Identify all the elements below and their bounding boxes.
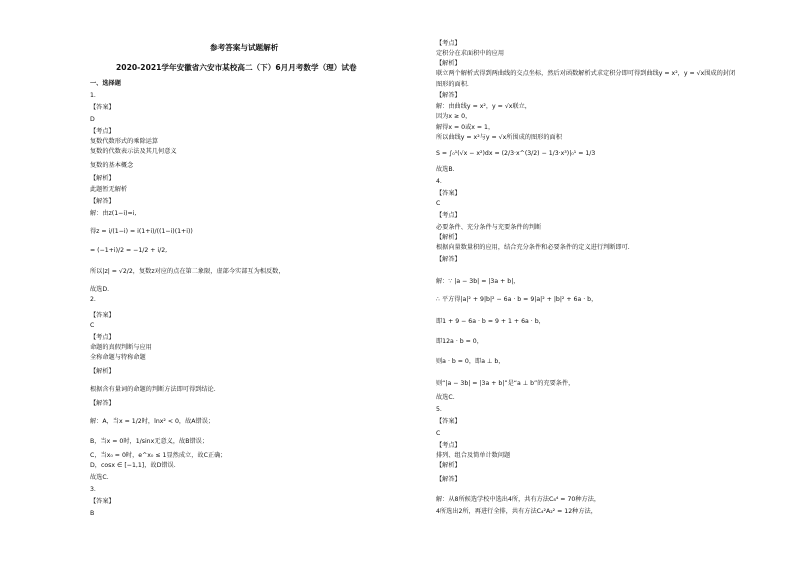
answer-line: 则“|a − 3b| = |3a + b|”是“a ⊥ b”的充要条件， bbox=[436, 380, 575, 387]
answer-line: ∴ 平方得|a|² + 9|b|² − 6a · b = 9|a|² + |b|² + 6a · b， bbox=[436, 296, 598, 303]
answer-line: 5. bbox=[436, 406, 442, 413]
answer-line: 【考点】 bbox=[436, 212, 461, 219]
answer-line: 【答案】 bbox=[90, 498, 115, 505]
answer-line: 全称命题与特称命题 bbox=[90, 354, 146, 361]
answer-line: 复数的基本概念 bbox=[90, 162, 134, 169]
answer-line: 根据向量数量积的应用，结合充分条件和必要条件的定义进行判断即可. bbox=[436, 244, 630, 251]
answer-line: 【答案】 bbox=[90, 104, 115, 111]
answer-line: 4所选出2所，再进行全排，共有方法C₄²A₂² = 12种方法， bbox=[436, 508, 597, 515]
answer-line: 【答案】 bbox=[436, 190, 461, 197]
answer-line: 故选C. bbox=[436, 394, 455, 401]
answer-line: 【解析】 bbox=[436, 60, 461, 67]
exam-subtitle: 2020-2021学年安徽省六安市某校高二（下）6月月考数学（理）试卷 bbox=[116, 63, 357, 72]
answer-line: 【解析】 bbox=[436, 234, 461, 241]
answer-line: 【解答】 bbox=[90, 198, 115, 205]
answer-line: 【考点】 bbox=[436, 442, 461, 449]
answer-line: 解：由z(1−i)=i, bbox=[90, 210, 137, 217]
answer-line: 所以曲线y = x²与y = √x所围成的图形的面积 bbox=[436, 134, 562, 141]
answer-line: 必要条件、充分条件与充要条件的判断 bbox=[436, 224, 542, 231]
answer-line: 【考点】 bbox=[90, 128, 115, 135]
answer-line: 复数代数形式的乘除运算 bbox=[90, 138, 159, 145]
answer-line: 即12a · b = 0， bbox=[436, 338, 483, 345]
answer-line: 排列、组合及简单计数问题 bbox=[436, 452, 511, 459]
answer-line: C bbox=[436, 200, 441, 207]
answer-line: 一、选择题 bbox=[90, 80, 121, 87]
answer-line: S = ∫₀¹(√x − x²)dx = (2/3·x^(3/2) − 1/3·x³)|₀¹ = 1/3 bbox=[436, 150, 596, 157]
answer-line: 解：从8所候选学校中选出4所，共有方法C₈⁴ = 70种方法， bbox=[436, 496, 601, 503]
answer-line: 解：由曲线y = x²，y = √x联立， bbox=[436, 103, 531, 110]
answer-line: 所以|z| = √2/2，复数z对应的点在第二象限，虚部今实部互为相反数， bbox=[90, 268, 285, 275]
answer-line: D bbox=[90, 116, 95, 123]
answer-line: D，cosx ∈ [−1,1]，故D错误. bbox=[90, 462, 176, 469]
answer-line: B，当x = 0时，1/sinx无意义，故B错误； bbox=[90, 438, 209, 445]
answer-line: 4. bbox=[436, 178, 442, 185]
answer-line: C bbox=[90, 322, 95, 329]
answer-line: 故选B. bbox=[436, 166, 455, 173]
answer-line: 【考点】 bbox=[436, 40, 461, 47]
answer-line: 【答案】 bbox=[90, 312, 115, 319]
answer-line: B bbox=[90, 510, 95, 517]
answer-line: 1. bbox=[90, 92, 96, 99]
answer-line: 因为x ≥ 0， bbox=[436, 113, 472, 120]
page-title: 参考答案与试题解析 bbox=[210, 43, 279, 52]
answer-line: 此题暂无解析 bbox=[90, 186, 128, 193]
answer-line: 故选D. bbox=[90, 286, 110, 293]
answer-line: 【解答】 bbox=[436, 92, 461, 99]
answer-line: 则a · b = 0，即a ⊥ b， bbox=[436, 358, 505, 365]
answer-line: 【答案】 bbox=[436, 418, 461, 425]
answer-line: 联立两个解析式得到两曲线的交点坐标，然后对函数解析式求定积分即可得到曲线y = x²，y = √x围成的封闭 bbox=[436, 70, 736, 77]
answer-line: 解得x = 0或x = 1， bbox=[436, 124, 495, 131]
answer-line: 3. bbox=[90, 486, 96, 493]
answer-line: 图形的面积. bbox=[436, 81, 469, 88]
answer-line: 【解析】 bbox=[90, 175, 115, 182]
answer-line: 即1 + 9 − 6a · b = 9 + 1 + 6a · b， bbox=[436, 318, 545, 325]
answer-line: 2. bbox=[90, 296, 96, 303]
answer-line: 得z = i/(1−i) = i(1+i)/((1−i)(1+i)) bbox=[90, 228, 193, 235]
answer-line: 解：∵ |a − 3b| = |3a + b|， bbox=[436, 278, 520, 285]
answer-line: 【解析】 bbox=[90, 368, 115, 375]
answer-line: 【解析】 bbox=[436, 462, 461, 469]
answer-line: 根据含有量词的命题的判断方法即可得到结论. bbox=[90, 386, 216, 393]
answer-line: = (−1+i)/2 = −1/2 + i/2, bbox=[90, 247, 168, 254]
answer-line: C bbox=[436, 430, 441, 437]
answer-line: 【解答】 bbox=[436, 256, 461, 263]
answer-line: 复数的代数表示法及其几何意义 bbox=[90, 148, 177, 155]
answer-line: 【考点】 bbox=[90, 334, 115, 341]
answer-line: 故选C. bbox=[90, 474, 109, 481]
answer-line: 解：A，当x = 1/2时，lnx² < 0，故A错误； bbox=[90, 418, 215, 425]
answer-line: 定积分在求面积中的应用 bbox=[436, 50, 505, 57]
answer-line: 【解答】 bbox=[90, 400, 115, 407]
answer-line: 【解答】 bbox=[436, 476, 461, 483]
answer-line: C，当x₀ = 0时，e^x₀ ≤ 1显然成立，故C正确； bbox=[90, 452, 227, 459]
answer-line: 命题的真假判断与应用 bbox=[90, 344, 152, 351]
